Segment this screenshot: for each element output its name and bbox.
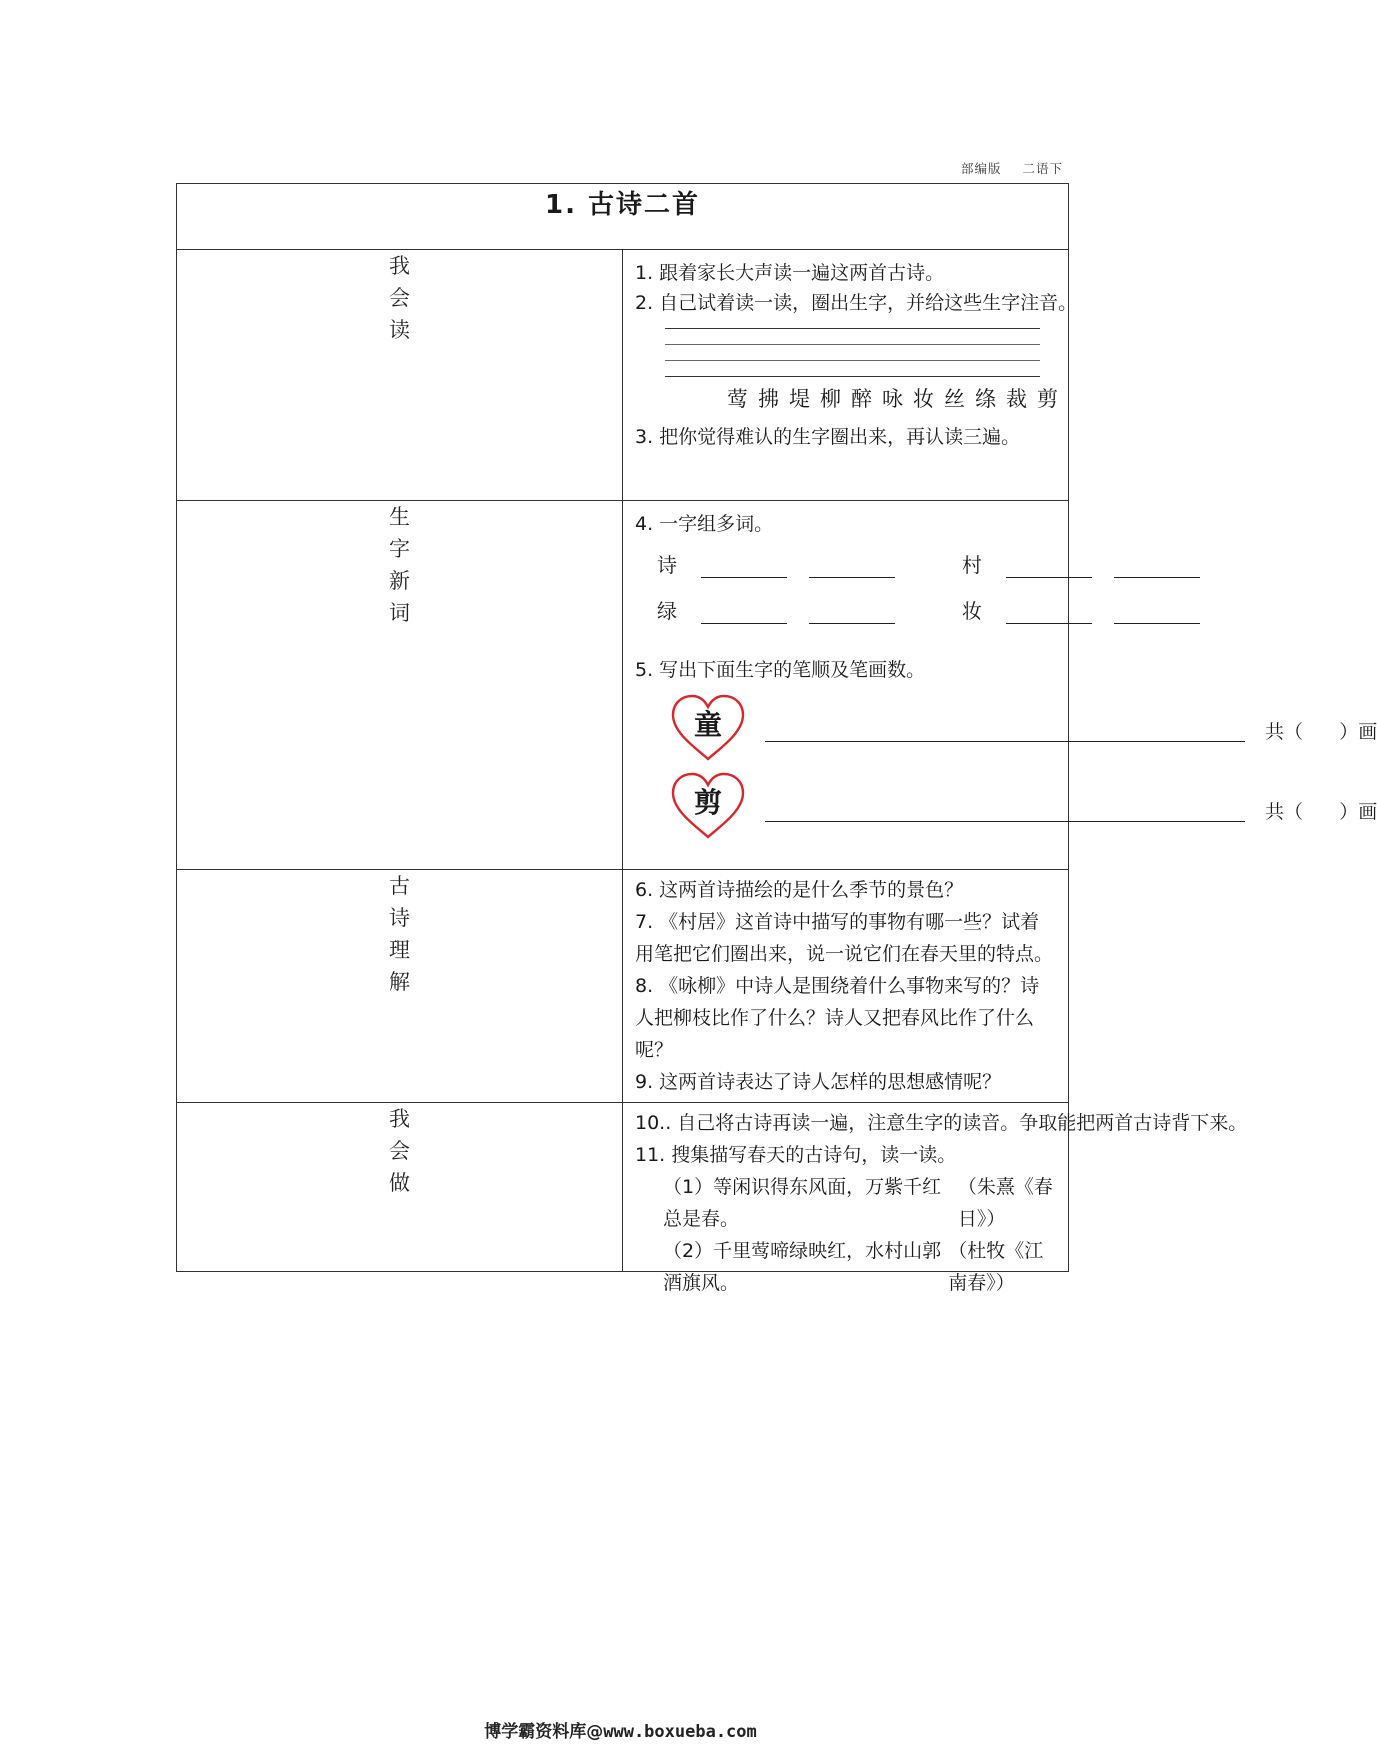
question-10: 10.. 自己将古诗再读一遍，注意生字的读音。争取能把两首古诗背下来。 [635,1112,1248,1134]
new-character: 拂 [758,387,779,411]
question-7: 7. 《村居》这首诗中描写的事物有哪一些？试着用笔把它们圈出来，说一说它们在春天里的特点。 [635,911,1054,965]
question-2: 2. 自己试着读一读，圈出生字，并给这些生字注音。 [635,292,1078,314]
heart-frame [669,771,747,841]
poem-author: （杜牧《江南春》） [948,1240,1044,1294]
footer-site-name: 博学霸资料库@ [484,1722,604,1742]
word-char: 绿 [657,599,677,623]
new-character: 咏 [882,387,903,411]
stroke-character: 童 [693,708,722,741]
new-character: 裁 [1006,387,1027,411]
pinyin-writing-lines[interactable] [665,324,1040,378]
heart-frame [669,693,747,763]
section-poem [623,870,1069,1103]
new-character: 莺 [727,387,748,411]
new-character: 妆 [913,387,934,411]
new-character: 绦 [975,387,996,411]
new-character: 醉 [851,387,872,411]
stroke-order-row [635,771,1377,851]
section-label-read: 我 会 读 [177,250,623,501]
page-title: 1. 古诗二首 [544,190,701,220]
title-cell [177,184,1069,250]
edition-label: 部编版 [960,161,1002,176]
question-4: 4. 一字组多词。 [635,513,774,535]
stroke-answer-line[interactable] [765,741,1245,742]
poem-line: （2）千里莺啼绿映红，水村山郭酒旗风。 （杜牧《江南春》） [635,1235,1058,1299]
question-11: 11. 搜集描写春天的古诗句，读一读。 [635,1144,957,1166]
footer-url[interactable]: www.boxueba.com [603,1722,757,1742]
section-words [623,501,1377,870]
word-building-grid [635,545,1068,655]
section-label-poem: 古 诗 理 解 [177,870,623,1103]
word-char: 妆 [962,599,982,623]
question-3: 3. 把你觉得难认的生字圈出来，再认读三遍。 [635,426,1021,448]
question-6: 6. 这两首诗描绘的是什么季节的景色？ [635,879,964,901]
poem-author: （朱熹《春日》） [957,1176,1053,1230]
answer-blank[interactable] [809,559,895,578]
section-label-words: 生 字 新 词 [177,501,623,870]
stroke-order-row [635,691,1377,771]
new-character: 丝 [944,387,965,411]
new-character: 剪 [1037,387,1058,411]
stroke-answer-line[interactable] [765,821,1245,822]
stroke-count: 共（ ）画 [1265,801,1377,823]
new-character: 堤 [789,387,810,411]
word-char: 村 [962,553,982,577]
answer-blank[interactable] [1114,559,1200,578]
answer-blank[interactable] [701,559,787,578]
worksheet-table [176,183,1377,1294]
answer-blank[interactable] [1006,559,1092,578]
new-characters-row [727,382,1068,416]
question-5: 5. 写出下面生字的笔顺及笔画数。 [635,659,926,681]
new-character: 柳 [820,387,841,411]
footer [0,1717,1241,1742]
section-do [623,1103,1248,1294]
answer-blank[interactable] [701,605,787,624]
answer-blank[interactable] [1006,605,1092,624]
stroke-character: 剪 [693,786,722,819]
section-read [623,250,1078,501]
stroke-count: 共（ ）画 [1265,721,1377,743]
word-char: 诗 [657,553,677,577]
question-8: 8. 《咏柳》中诗人是围绕着什么事物来写的？诗人把柳枝比作了什么？诗人又把春风比作了什么呢？ [635,975,1040,1061]
header-note [961,159,1063,177]
question-1: 1. 跟着家长大声读一遍这两首古诗。 [635,262,945,284]
question-9: 9. 这两首诗表达了诗人怎样的思想感情呢？ [635,1071,1002,1093]
answer-blank[interactable] [1114,605,1200,624]
answer-blank[interactable] [809,605,895,624]
section-label-do: 我 会 做 [177,1103,623,1272]
poem-line: （1）等闲识得东风面，万紫千红总是春。 （朱熹《春日》） [635,1171,1058,1235]
grade-label: 二语下 [1022,161,1063,176]
